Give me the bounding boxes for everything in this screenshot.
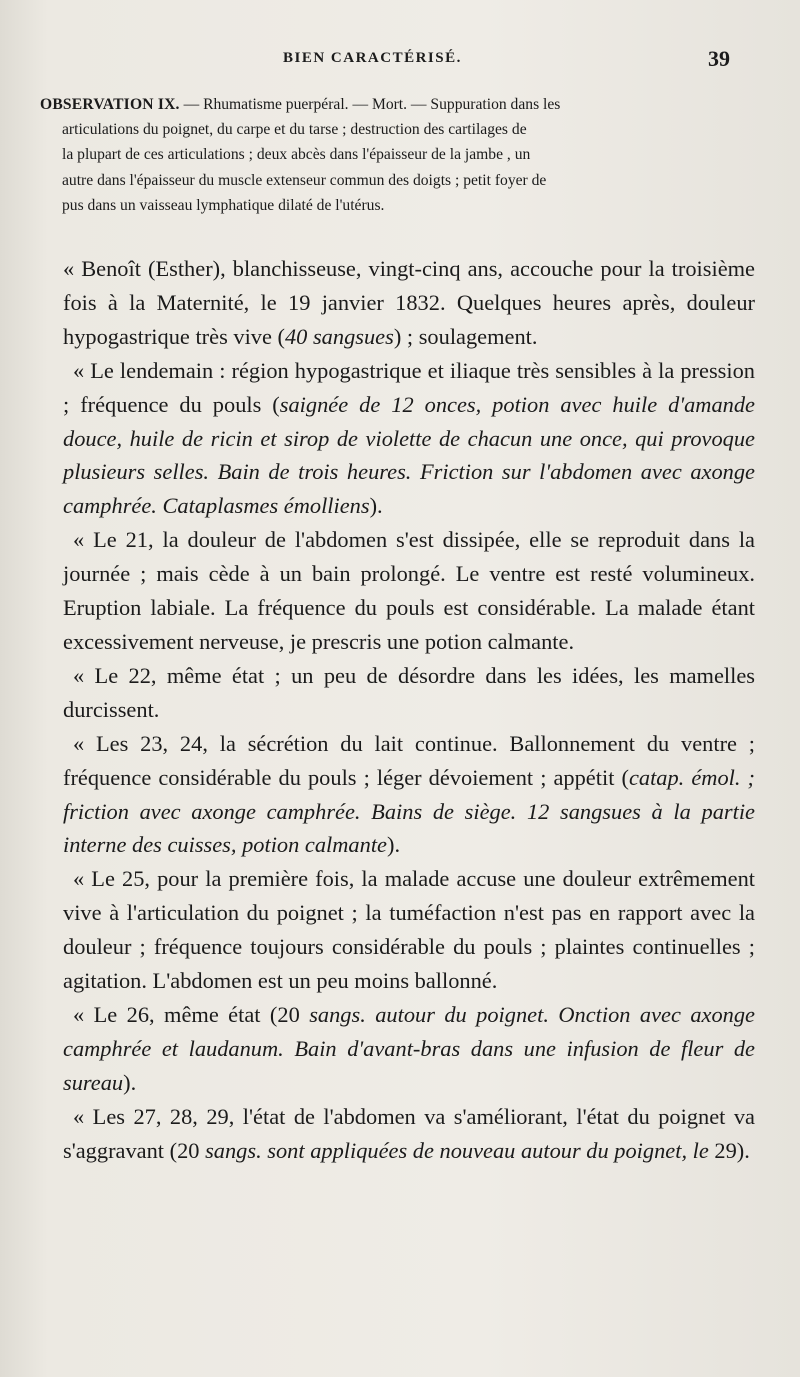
paragraph <box>63 998 755 1100</box>
text-run: « Le 25, pour la première fois, la malade accuse une douleur extrêmement vive à l'articulation du poignet ; la tuméfaction n'est pas en rapport avec la douleur ; fréquence toujours considérable du pouls ; plaintes continuelles ; agitation. L'abdomen est un peu moins ballonné. <box>63 866 755 994</box>
paragraph <box>63 659 755 727</box>
observation-heading: OBSERVATION IX. <box>40 96 180 113</box>
page-header <box>0 46 800 76</box>
text-run: « Benoît (Esther), blanchisseuse, vingt-cinq ans, accouche pour la troisième fois à la Maternité, le 19 janvier 1832. Quelques heures après, douleur hypogastrique très vive ( <box>63 256 755 349</box>
observation-line: articulations du poignet, du carpe et du tarse ; destruction des cartilages de <box>62 121 527 139</box>
observation-line: pus dans un vaisseau lymphatique dilaté de l'utérus. <box>62 196 385 214</box>
paragraph <box>63 354 755 524</box>
observation-line: autre dans l'épaisseur du muscle extenseur commun des doigts ; petit foyer de <box>62 171 547 189</box>
paragraph <box>63 727 755 863</box>
text-run: ). <box>369 493 383 519</box>
running-title: BIEN CARACTÉRISÉ. <box>283 50 462 66</box>
text-run: « Les 27, 28, 29, l'état de l'abdomen va s'améliorant, l'état du poignet va s'aggravant (20 <box>63 1103 755 1163</box>
page-body <box>63 252 755 1167</box>
italic-text: catap. émol. ; friction avec axonge camphrée. Bains de siège. 12 sangsues à la partie interne des cuisses, potion calmante <box>63 764 755 858</box>
paragraph <box>63 252 755 354</box>
italic-text: 40 sangsues <box>284 323 394 349</box>
italic-text: sangs. autour du poignet. Onction avec axonge camphrée et laudanum. Bain d'avant-bras dans une infusion de fleur de sureau <box>63 1001 755 1095</box>
text-run: ). <box>387 832 401 858</box>
page-number: 39 <box>708 46 730 71</box>
text-run: ). <box>123 1069 137 1095</box>
text-run: ) ; soulagement. <box>393 323 538 349</box>
observation-line: la plupart de ces articulations ; deux abcès dans l'épaisseur de la jambe , un <box>62 146 531 164</box>
italic-text: saignée de 12 onces, potion avec huile d'amande douce, huile de ricin et sirop de violette de chacun une once, qui provoque plusieurs selles. Bain de trois heures. Friction sur l'abdomen avec axonge camphrée. Cataplasmes émolliens <box>63 391 755 519</box>
text-run: « Le 22, même état ; un peu de désordre dans les idées, les mamelles durcissent. <box>63 662 755 722</box>
paragraph <box>63 1100 755 1168</box>
observation-summary <box>40 92 740 218</box>
paragraph <box>63 862 755 998</box>
text-run: « Le 26, même état (20 <box>73 1001 310 1027</box>
text-run: 29). <box>708 1137 750 1163</box>
paragraph <box>63 523 755 659</box>
observation-first-line <box>40 92 740 117</box>
text-run: « Le 21, la douleur de l'abdomen s'est dissipée, elle se reproduit dans la journée ; mais cède à un bain prolongé. Le ventre est resté volumineux. Eruption labiale. La fréquence du pouls est considérable. La malade étant excessivement nerveuse, je prescris une potion calmante. <box>63 527 755 654</box>
observation-line: — Rhumatisme puerpéral. — Mort. — Suppuration dans les <box>179 96 561 113</box>
italic-text: sangs. sont appliquées de nouveau autour du poignet, le <box>205 1137 709 1163</box>
text-run: « Les 23, 24, la sécrétion du lait continue. Ballonnement du ventre ; fréquence considérable du pouls ; léger dévoiement ; appétit ( <box>63 730 755 790</box>
text-run: « Le lendemain : région hypogastrique et iliaque très sensibles à la pression ; fréquence du pouls ( <box>63 357 755 417</box>
